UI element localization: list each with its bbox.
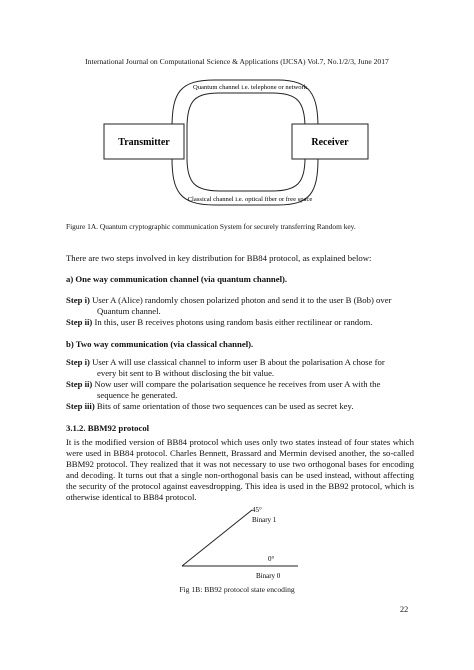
- section-b-step-1: [66, 357, 414, 379]
- figure-1b-caption: Fig 1B: BB92 protocol state encoding: [179, 585, 295, 594]
- receiver-label: Receiver: [311, 137, 349, 148]
- subsection-heading: 3.1.2. BBM92 protocol: [66, 423, 150, 433]
- figure-1b-diagram: [160, 502, 330, 584]
- angle-45-label: 45°: [252, 506, 262, 514]
- transmitter-label: Transmitter: [118, 137, 170, 148]
- angle-0-label: 0°: [268, 555, 275, 563]
- step-label: Step i): [66, 295, 90, 305]
- step-text-continued: sequence he generated.: [97, 390, 178, 400]
- binary-1-label: Binary 1: [252, 516, 277, 524]
- intro-paragraph: There are two steps involved in key distribution for BB84 protocol, as explained below:: [66, 253, 372, 263]
- step-text-continued: Quantum channel.: [97, 306, 161, 316]
- step-text-continued: every bit sent to B without disclosing the bit value.: [97, 368, 275, 378]
- step-label: Step ii): [66, 379, 93, 389]
- section-b-step-2: [66, 379, 414, 401]
- quantum-channel-label: Quantum channel i.e. telephone or network: [192, 84, 308, 91]
- binary-0-label: Binary 0: [256, 572, 281, 580]
- step-label: Step iii): [66, 401, 95, 411]
- step-text: User A will use classical channel to inform user B about the polarisation A chose for: [89, 357, 385, 367]
- binary-1-axis: [182, 510, 252, 566]
- figure-1a-caption: Figure 1A. Quantum cryptographic communication System for securely transferring Random key.: [66, 222, 356, 231]
- classical-channel-label: Classical channel i.e. optical fiber or free space: [187, 196, 313, 203]
- step-text: Bits of same orientation of those two sequences can be used as secret key.: [94, 401, 354, 411]
- section-b-step-3: [66, 401, 414, 412]
- page-number: 22: [400, 605, 409, 614]
- section-b-heading: b) Two way communication (via classical channel).: [66, 339, 254, 349]
- step-text: Now user will compare the polarisation sequence he receives from user A with the: [92, 379, 381, 389]
- section-a-step-1: [66, 295, 414, 317]
- step-label: Step ii): [66, 317, 93, 327]
- running-header: International Journal on Computational Science & Applications (IJCSA) Vol.7, No.1/2/3, June 2017: [85, 57, 389, 66]
- inner-loop: [187, 93, 305, 191]
- step-label: Step i): [66, 357, 90, 367]
- step-text: User A (Alice) randomly chosen polarized photon and send it to the user B (Bob) over: [89, 295, 392, 305]
- bbm92-paragraph: It is the modified version of BB84 protocol which uses only two states instead of four states which were used in BB84 protocol. Charles Bennett, Brassard and Mermin devised another, the so-called BBM92 protocol. They realized that it was not necessary to use two orthogonal bases for encoding and decoding. It turns out that a single non-orthogonal basis can be used instead, without affecting the security of the protocol against eavesdropping. This idea is used in the BB92 protocol, which is otherwise identical to BB84 protocol.: [66, 437, 414, 502]
- step-text: In this, user B receives photons using random basis either rectilinear or random.: [92, 317, 373, 327]
- section-a-heading: a) One way communication channel (via quantum channel).: [66, 274, 288, 284]
- section-a-step-2: [66, 317, 414, 328]
- figure-1a-diagram: [0, 0, 474, 240]
